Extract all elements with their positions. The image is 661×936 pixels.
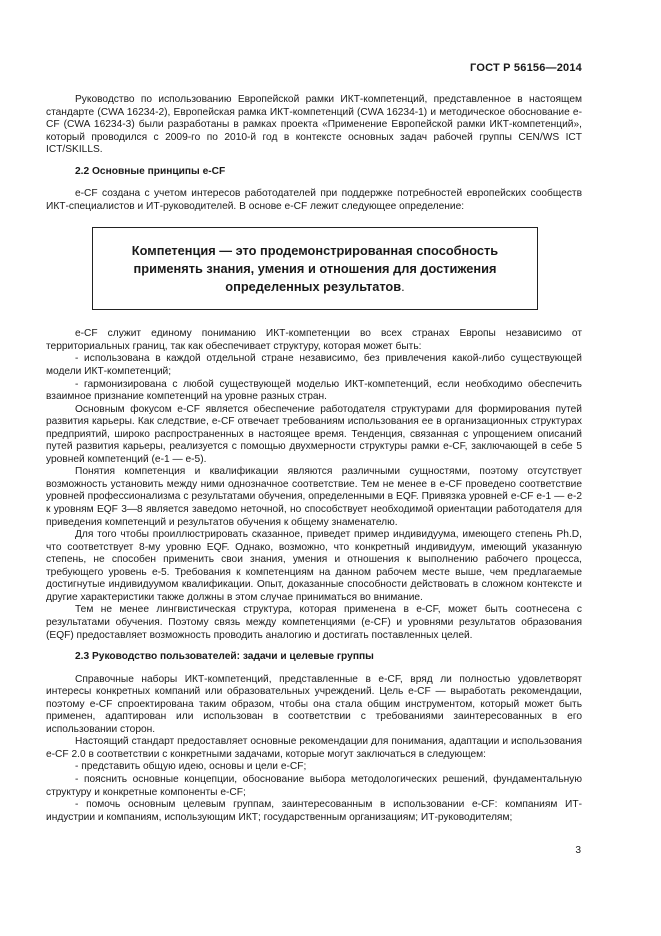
section-2-3-paragraph-1: Справочные наборы ИКТ-компетенций, представленные в e-CF, вряд ли полностью удовлетворят интересы конкретных компаний или образовательных учреждений. Цель e-CF — выработать рекомендации, поэтому e-CF спроектирована таким образом, чтобы она стала общим инструментом, который может быть применен, адаптирован или использован в соответствии с требованиями заинтересованных в его использовании сторон. [46, 673, 582, 735]
definition-period: . [401, 279, 405, 295]
section-2-2-paragraph-6: Тем не менее лингвистическая структура, которая применена в e-CF, может быть соотнесена с результатами обучения. Поэтому связь между компетенциями (e-CF) и уровнями результатов образования (EQF) предоставляет возможность проводить аналогию и достигать поставленных целей. [46, 604, 582, 641]
list-item: - представить общую идею, основы и цели e-CF; [75, 761, 307, 773]
section-2-2-paragraph-1: e-CF создана с учетом интересов работодателей при поддержке потребностей европейских сообществ ИКТ-специалистов и ИТ-руководителей. В основе e-CF лежит следующее определение: [46, 188, 582, 212]
section-2-2-paragraph-2: e-CF служит единому пониманию ИКТ-компетенции во всех странах Европы независимо от территориальных границ, так как обеспечивает структуру, которая может быть: [46, 328, 582, 352]
section-2-2-paragraph-5: Для того чтобы проиллюстрировать сказанное, приведет пример индивидуума, имеющего степень Ph.D, что соответствует 8-му уровню EQF. Однако, возможно, что конкретный индивидуум, имеющий указанную степень, не способен применить свои знания, умения и отношения к выполнению рабочего процесса, требующего уровень e-5. Требования к компетенциям на данном рабочем месте выше, чем предлагаемые достигнутые индивидуумом квалификации. Опыт, доказанные способности действовать в сложном контексте и другие характеристики также должны в этом случае приниматься во внимание. [46, 529, 582, 603]
standard-number: ГОСТ Р 56156—2014 [470, 62, 582, 74]
section-2-2-paragraph-3: Основным фокусом e-CF является обеспечение работодателя структурами для формирования путей развития карьеры. Как следствие, e-CF отвечает требованиям использования ее в организационных структурах предприятий, широко распространенных в настоящее время. Тенденция, связанная с упрощением описаний путей развития карьеры, реализуется с помощью двухмерности структуры рамки e-CF, заключающей в себе 5 уровней компетенций (e-1 — e-5). [46, 403, 582, 465]
list-item: - гармонизирована с любой существующей моделью ИКТ-компетенций, если необходимо обеспечить взаимное признание компетенций на уровне разных стран. [46, 378, 582, 403]
list-item: - помочь основным целевым группам, заинтересованным в использовании e-CF: компаниям ИТ-индустрии и компаниям, использующим ИКТ; государственным организациям; ИТ-руководителям; [46, 799, 582, 823]
list-item: - использована в каждой отдельной стране независимо, без привлечения какой-либо существующей модели ИКТ-компетенций; [46, 353, 582, 378]
definition-box [92, 227, 538, 310]
list-item: - пояснить основные концепции, обоснование выбора методологических решений, фундаментальную структуру и конкретные компоненты e-CF; [46, 773, 582, 798]
intro-paragraph: Руководство по использованию Европейской рамки ИКТ-компетенций, представленное в настоящем стандарте (CWA 16234-2), Европейская рамка ИКТ-компетенций (CWA 16234-1) и методическое обоснование e-CF (CWA 16234-3) были разработаны в рамках проекта «Применение Европейской рамки ИКТ-компетенций», который проводился с 2009-го по 2010-й год в контексте основных задач рабочей группы CEN/WS ICT ICT/SKILLS. [46, 94, 582, 156]
section-2-3-heading: 2.3 Руководство пользователей: задачи и целевые группы [75, 651, 374, 663]
section-2-3-paragraph-2: Настоящий стандарт предоставляет основные рекомендации для понимания, адаптации и использования e-CF 2.0 в соответствии с конкретными задачами, которые могут заключаться в следующем: [46, 736, 582, 760]
page-body [46, 94, 582, 824]
page-number: 3 [575, 845, 581, 856]
definition-text: Компетенция — это продемонстрированная способность применять знания, умения и отношения для достижения определенных результатов [131, 243, 499, 295]
section-2-2-paragraph-4: Понятия компетенция и квалификации являются различными сущностями, поэтому отсутствует возможность установить между ними однозначное соответствие. Тем не менее в e-CF проведено соответствие уровней профессионализма с результатами обучения, определенными в EQF. Привязка уровней e-CF e-1 — e-2 к уровням EQF 3—8 является заведомо неточной, но способствует необходимой ориентации работодателя для приведения компетенций и результатов обучения к общему знаменателю. [46, 466, 582, 528]
section-2-2-heading: 2.2 Основные принципы e-CF [75, 165, 226, 177]
